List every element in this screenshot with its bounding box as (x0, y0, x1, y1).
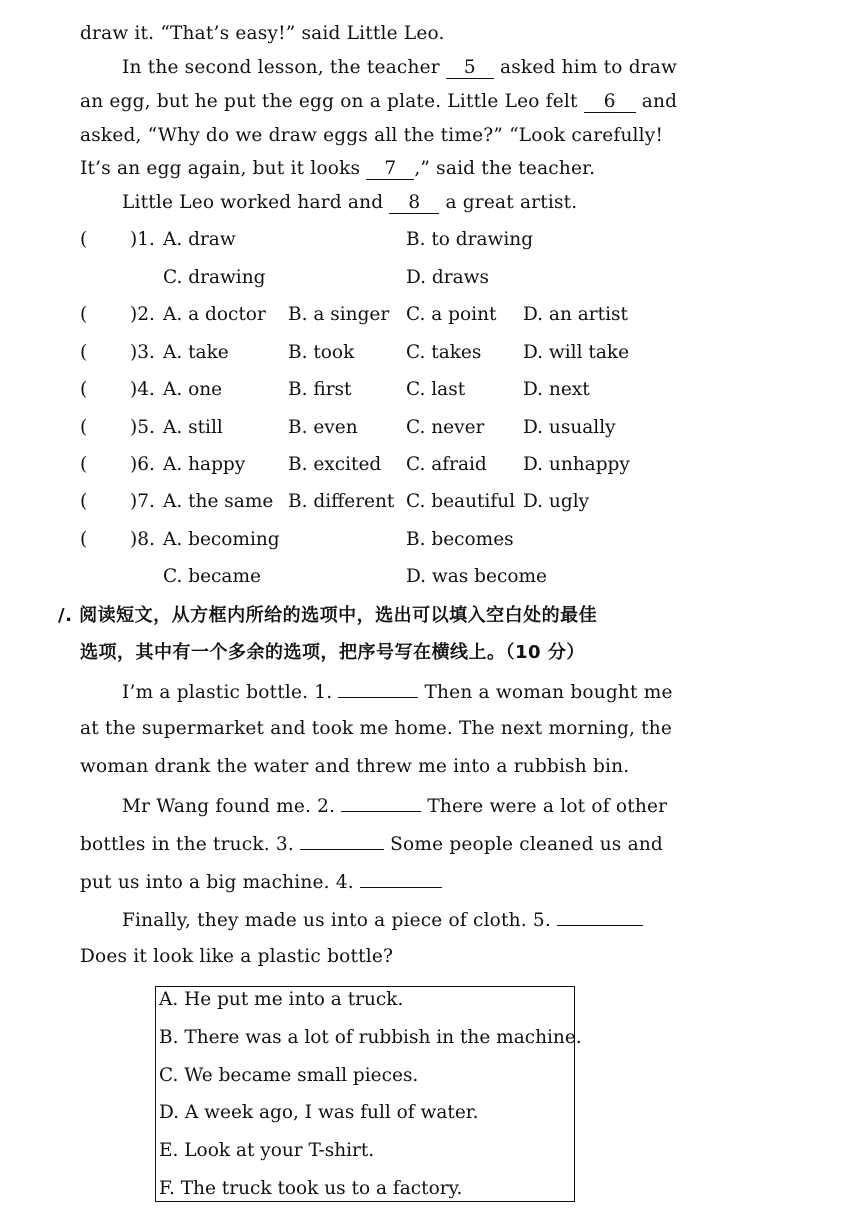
passage-line-7 (122, 907, 643, 933)
q5-option-b: B. even (288, 417, 358, 438)
passage-line-3: woman drank the water and threw me into a rubbish bin. (80, 756, 630, 777)
q2-option-b: B. a singer (288, 304, 390, 325)
q4-number: )4. (130, 379, 155, 400)
q7-option-d: D. ugly (523, 491, 590, 512)
q6-paren[interactable]: ( (80, 454, 88, 475)
answer-blank-4[interactable] (360, 869, 442, 888)
q6-option-d: D. unhappy (523, 454, 630, 475)
q5-paren[interactable]: ( (80, 417, 88, 438)
q2-option-c: C. a point (406, 304, 497, 325)
q6-option-c: C. afraid (406, 454, 487, 475)
answer-blank-2[interactable] (341, 793, 421, 812)
story-line-1: draw it. “That’s easy!” said Little Leo. (80, 23, 445, 44)
q1-option-a: A. draw (163, 229, 236, 250)
q1-option-b: B. to drawing (406, 229, 534, 250)
story-text: a great artist. (445, 192, 578, 213)
passage-text: bottles in the truck. 3. (80, 834, 294, 855)
q4-option-a: A. one (163, 379, 223, 400)
q5-option-c: C. never (406, 417, 485, 438)
passage-text: Some people cleaned us and (390, 834, 663, 855)
option-c: C. We became small pieces. (159, 1065, 419, 1086)
q3-option-c: C. takes (406, 342, 482, 363)
option-b: B. There was a lot of rubbish in the machine. (159, 1027, 582, 1048)
q2-paren[interactable]: ( (80, 304, 88, 325)
section-instruction-line-2: 选项，其中有一个多余的选项，把序号写在横线上。（10 分） (80, 642, 585, 663)
q1-paren[interactable]: ( (80, 229, 88, 250)
q1-option-c: C. drawing (163, 267, 266, 288)
q4-paren[interactable]: ( (80, 379, 88, 400)
q8-option-a: A. becoming (163, 529, 280, 550)
section-instruction-line-1: /. 阅读短文，从方框内所给的选项中，选出可以填入空白处的最佳 (58, 605, 598, 626)
passage-line-5 (80, 831, 663, 857)
q7-option-b: B. different (288, 491, 395, 512)
q6-option-a: A. happy (163, 454, 246, 475)
passage-line-4 (122, 793, 667, 819)
q7-paren[interactable]: ( (80, 491, 88, 512)
blank-8: 8 (389, 193, 439, 214)
passage-text: Finally, they made us into a piece of cloth. 5. (122, 910, 551, 931)
q5-number: )5. (130, 417, 155, 438)
q7-option-a: A. the same (163, 491, 274, 512)
story-text: and (641, 91, 678, 112)
q8-paren[interactable]: ( (80, 529, 88, 550)
q3-option-a: A. take (163, 342, 229, 363)
story-line-5 (80, 157, 595, 181)
q3-paren[interactable]: ( (80, 342, 88, 363)
answer-blank-5[interactable] (557, 907, 643, 926)
q4-option-b: B. first (288, 379, 352, 400)
q3-number: )3. (130, 342, 155, 363)
blank-7: 7 (366, 159, 414, 180)
story-line-6 (122, 191, 577, 215)
story-line-3 (80, 90, 677, 114)
story-line-2 (122, 56, 677, 80)
passage-text: Mr Wang found me. 2. (122, 796, 336, 817)
story-line-4: asked, “Why do we draw eggs all the time?” “Look carefully! (80, 125, 664, 146)
q5-option-a: A. still (163, 417, 223, 438)
passage-text: There were a lot of other (427, 796, 668, 817)
q7-number: )7. (130, 491, 155, 512)
q7-option-c: C. beautiful (406, 491, 516, 512)
option-a: A. He put me into a truck. (159, 989, 404, 1010)
story-text: ,” said the teacher. (414, 158, 596, 179)
story-text: an egg, but he put the egg on a plate. Little Leo felt (80, 91, 578, 112)
passage-text: put us into a big machine. 4. (80, 872, 354, 893)
options-box (155, 986, 582, 1202)
answer-blank-1[interactable] (338, 679, 418, 698)
q8-option-b: B. becomes (406, 529, 514, 550)
q4-option-d: D. next (523, 379, 590, 400)
q4-option-c: C. last (406, 379, 466, 400)
story-text: Little Leo worked hard and (122, 192, 384, 213)
option-f: F. The truck took us to a factory. (159, 1178, 463, 1199)
q6-number: )6. (130, 454, 155, 475)
passage-text: I’m a plastic bottle. 1. (122, 682, 333, 703)
q3-option-b: B. took (288, 342, 355, 363)
story-text: It’s an egg again, but it looks (80, 158, 361, 179)
story-text: asked him to draw (499, 57, 678, 78)
q2-option-d: D. an artist (523, 304, 628, 325)
option-e: E. Look at your T-shirt. (159, 1140, 375, 1161)
story-text: In the second lesson, the teacher (122, 57, 440, 78)
q8-option-c: C. became (163, 566, 261, 587)
passage-line-6 (80, 869, 442, 895)
answer-blank-3[interactable] (300, 831, 384, 850)
blank-6: 6 (584, 92, 636, 113)
q6-option-b: B. excited (288, 454, 382, 475)
passage-text: Then a woman bought me (424, 682, 673, 703)
q8-number: )8. (130, 529, 155, 550)
q8-option-d: D. was become (406, 566, 547, 587)
blank-5: 5 (446, 58, 494, 79)
q2-option-a: A. a doctor (163, 304, 266, 325)
passage-line-1 (122, 679, 673, 705)
q5-option-d: D. usually (523, 417, 616, 438)
q1-number: )1. (130, 229, 155, 250)
q3-option-d: D. will take (523, 342, 630, 363)
option-d: D. A week ago, I was full of water. (159, 1102, 479, 1123)
passage-line-2: at the supermarket and took me home. The next morning, the (80, 718, 673, 739)
passage-line-8: Does it look like a plastic bottle? (80, 946, 394, 967)
q2-number: )2. (130, 304, 155, 325)
q1-option-d: D. draws (406, 267, 489, 288)
